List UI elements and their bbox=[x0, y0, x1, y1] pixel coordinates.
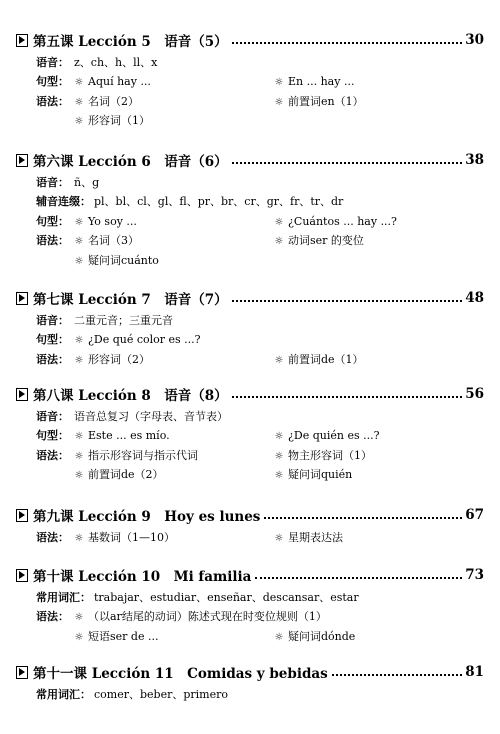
play-arrow-icon bbox=[16, 34, 28, 47]
play-arrow-icon bbox=[16, 509, 28, 522]
sun-bullet-icon: ☼ bbox=[274, 96, 284, 108]
dot-leader bbox=[232, 396, 463, 398]
topic-item bbox=[274, 350, 364, 370]
play-arrow-icon bbox=[16, 292, 28, 305]
topic-text: 短语ser de ... bbox=[88, 629, 159, 643]
row-text: pl、bl、cl、gl、fl、pr、br、cr、gr、fr、tr、dr bbox=[94, 195, 344, 209]
topic-text: 基数词（1—10） bbox=[88, 531, 175, 544]
detail-row bbox=[36, 173, 484, 192]
topic-text: 星期表达法 bbox=[288, 531, 343, 544]
dot-leader bbox=[232, 162, 463, 164]
lesson-entry[interactable] bbox=[16, 662, 484, 704]
detail-row bbox=[36, 426, 484, 445]
topic-text: 名词（3） bbox=[88, 234, 139, 248]
lesson-heading[interactable] bbox=[16, 505, 484, 525]
row-label: 辅音连缀： bbox=[36, 195, 91, 209]
topic-item bbox=[74, 528, 175, 548]
row-label: 句型： bbox=[36, 333, 69, 347]
topic-text: 名词（2） bbox=[88, 94, 139, 108]
lesson-heading[interactable] bbox=[16, 384, 484, 404]
lesson-details bbox=[36, 588, 484, 646]
topic-text: ¿Cuántos ... hay ...? bbox=[288, 214, 397, 228]
sun-bullet-icon: ☼ bbox=[74, 470, 84, 482]
lesson-heading[interactable] bbox=[16, 662, 484, 682]
lesson-details bbox=[36, 685, 484, 704]
topic-text: ¿De quién es ...? bbox=[288, 429, 380, 443]
sun-bullet-icon: ☼ bbox=[74, 216, 84, 228]
lesson-heading[interactable] bbox=[16, 150, 484, 170]
topic-item bbox=[74, 212, 137, 232]
play-arrow-icon bbox=[16, 388, 28, 401]
detail-row bbox=[36, 607, 484, 626]
page-number: 73 bbox=[465, 567, 484, 583]
topic-item bbox=[74, 607, 327, 627]
topic-item bbox=[74, 330, 201, 350]
row-label: 语法： bbox=[36, 234, 69, 248]
sun-bullet-icon: ☼ bbox=[74, 77, 84, 89]
page-number: 67 bbox=[465, 507, 484, 523]
topic-item bbox=[74, 350, 150, 370]
lesson-title: 第十课 Lección 10 Mi familia bbox=[33, 569, 252, 585]
sun-bullet-icon: ☼ bbox=[274, 354, 284, 366]
row-label: 语法： bbox=[36, 94, 69, 108]
sun-bullet-icon: ☼ bbox=[74, 450, 84, 462]
row-label: 语法： bbox=[36, 531, 69, 544]
sun-bullet-icon: ☼ bbox=[74, 116, 84, 128]
topic-item bbox=[74, 231, 139, 251]
row-text: z、ch、h、ll、x bbox=[74, 56, 158, 69]
topic-item bbox=[274, 627, 355, 647]
topic-text: Este ... es mío. bbox=[88, 429, 170, 443]
detail-row bbox=[36, 465, 484, 484]
row-text: trabajar、estudiar、enseñar、descansar、estar bbox=[94, 591, 359, 604]
detail-row bbox=[36, 212, 484, 231]
topic-item bbox=[274, 212, 397, 232]
sun-bullet-icon: ☼ bbox=[74, 354, 84, 366]
detail-row bbox=[36, 192, 484, 211]
sun-bullet-icon: ☼ bbox=[74, 255, 84, 267]
page-number: 81 bbox=[465, 664, 484, 680]
row-text: ñ、g bbox=[74, 176, 100, 189]
row-label: 句型： bbox=[36, 214, 69, 228]
lesson-title: 第六课 Lección 6 语音（6） bbox=[33, 154, 228, 170]
lesson-title: 第九课 Lección 9 Hoy es lunes bbox=[33, 509, 261, 525]
sun-bullet-icon: ☼ bbox=[274, 470, 284, 482]
sun-bullet-icon: ☼ bbox=[74, 612, 84, 624]
topic-item bbox=[274, 92, 364, 112]
row-label: 语法： bbox=[36, 610, 69, 624]
detail-row bbox=[36, 53, 484, 72]
row-label: 语法： bbox=[36, 352, 69, 366]
lesson-title: 第七课 Lección 7 语音（7） bbox=[33, 292, 228, 308]
detail-row bbox=[36, 350, 484, 369]
detail-row bbox=[36, 330, 484, 349]
dot-leader bbox=[232, 42, 463, 44]
play-arrow-icon bbox=[16, 666, 28, 679]
topic-item bbox=[74, 446, 198, 466]
topic-text: 动词ser 的变位 bbox=[288, 234, 364, 248]
sun-bullet-icon: ☼ bbox=[74, 431, 84, 443]
sun-bullet-icon: ☼ bbox=[74, 236, 84, 248]
topic-text: 疑问词dónde bbox=[288, 629, 356, 643]
detail-row bbox=[36, 627, 484, 646]
topic-text: Aquí hay ... bbox=[88, 75, 151, 89]
topic-text: 前置词en（1） bbox=[288, 94, 364, 108]
lesson-title: 第五课 Lección 5 语音（5） bbox=[33, 34, 228, 50]
row-label: 语音： bbox=[36, 314, 69, 327]
topic-item bbox=[74, 72, 151, 92]
topic-text: Yo soy ... bbox=[88, 214, 137, 228]
topic-text: 前置词de（2） bbox=[88, 468, 164, 482]
detail-row bbox=[36, 251, 484, 270]
detail-row bbox=[36, 111, 484, 130]
detail-row bbox=[36, 446, 484, 465]
topic-item bbox=[274, 528, 343, 548]
detail-row bbox=[36, 231, 484, 250]
topic-text: 形容词（2） bbox=[88, 352, 150, 366]
lesson-entry[interactable] bbox=[16, 150, 484, 270]
detail-row bbox=[36, 311, 484, 330]
detail-row bbox=[36, 528, 484, 547]
row-label: 语音： bbox=[36, 410, 69, 423]
page-number: 38 bbox=[465, 152, 484, 168]
sun-bullet-icon: ☼ bbox=[274, 216, 284, 228]
topic-item bbox=[74, 111, 150, 131]
lesson-entry[interactable] bbox=[16, 505, 484, 547]
page-number: 56 bbox=[465, 386, 484, 402]
detail-row bbox=[36, 685, 484, 704]
topic-text: 指示形容词与指示代词 bbox=[88, 448, 198, 462]
row-text: 语音总复习（字母表、音节表） bbox=[74, 410, 228, 423]
topic-text: 物主形容词（1） bbox=[288, 448, 372, 462]
sun-bullet-icon: ☼ bbox=[274, 450, 284, 462]
play-arrow-icon bbox=[16, 154, 28, 167]
lesson-entry[interactable] bbox=[16, 30, 484, 131]
dot-leader bbox=[332, 674, 462, 676]
detail-row bbox=[36, 588, 484, 607]
sun-bullet-icon: ☼ bbox=[274, 631, 284, 643]
sun-bullet-icon: ☼ bbox=[74, 335, 84, 347]
topic-item bbox=[74, 465, 164, 485]
lesson-title: 第八课 Lección 8 语音（8） bbox=[33, 388, 228, 404]
dot-leader bbox=[232, 300, 463, 302]
row-text: comer、beber、primero bbox=[94, 688, 228, 701]
page-number: 30 bbox=[465, 32, 484, 48]
sun-bullet-icon: ☼ bbox=[74, 96, 84, 108]
topic-text: 前置词de（1） bbox=[288, 352, 364, 366]
row-label: 常用词汇： bbox=[36, 591, 91, 604]
lesson-details bbox=[36, 407, 484, 485]
lesson-details bbox=[36, 311, 484, 369]
play-arrow-icon bbox=[16, 569, 28, 582]
sun-bullet-icon: ☼ bbox=[274, 77, 284, 89]
lesson-heading[interactable] bbox=[16, 288, 484, 308]
lesson-details bbox=[36, 173, 484, 270]
topic-item bbox=[274, 446, 372, 466]
lesson-entry[interactable] bbox=[16, 288, 484, 369]
sun-bullet-icon: ☼ bbox=[74, 533, 84, 544]
topic-item bbox=[74, 426, 170, 446]
dot-leader bbox=[264, 517, 462, 519]
lesson-details bbox=[36, 528, 484, 547]
topic-text: 形容词（1） bbox=[88, 114, 150, 128]
topic-item bbox=[74, 92, 139, 112]
lesson-entry[interactable] bbox=[16, 384, 484, 485]
lesson-title: 第十一课 Lección 11 Comidas y bebidas bbox=[33, 666, 328, 682]
row-label: 句型： bbox=[36, 75, 69, 89]
lesson-details bbox=[36, 53, 484, 131]
topic-item bbox=[274, 231, 364, 251]
topic-text: 疑问词cuánto bbox=[88, 253, 159, 267]
lesson-heading[interactable] bbox=[16, 565, 484, 585]
row-label: 常用词汇： bbox=[36, 688, 91, 701]
row-text: 二重元音；三重元音 bbox=[74, 314, 173, 327]
topic-item bbox=[274, 72, 354, 92]
sun-bullet-icon: ☼ bbox=[274, 236, 284, 248]
topic-item bbox=[74, 251, 159, 271]
row-label: 句型： bbox=[36, 429, 69, 443]
topic-item bbox=[274, 465, 352, 485]
detail-row bbox=[36, 407, 484, 426]
page-number: 48 bbox=[465, 290, 484, 306]
topic-text: （以ar结尾的动词）陈述式现在时变位规则（1） bbox=[88, 610, 327, 624]
sun-bullet-icon: ☼ bbox=[274, 431, 284, 443]
topic-text: En ... hay ... bbox=[288, 75, 355, 89]
row-label: 语法： bbox=[36, 448, 69, 462]
detail-row bbox=[36, 92, 484, 111]
lesson-entry[interactable] bbox=[16, 565, 484, 646]
lesson-heading[interactable] bbox=[16, 30, 484, 50]
sun-bullet-icon: ☼ bbox=[74, 631, 84, 643]
detail-row bbox=[36, 72, 484, 91]
row-label: 语音： bbox=[36, 56, 69, 69]
sun-bullet-icon: ☼ bbox=[274, 533, 284, 544]
topic-text: ¿De qué color es ...? bbox=[88, 333, 201, 347]
topic-item bbox=[274, 426, 380, 446]
dot-leader bbox=[255, 577, 462, 579]
row-label: 语音： bbox=[36, 176, 69, 189]
topic-text: 疑问词quién bbox=[288, 468, 353, 482]
topic-item bbox=[74, 627, 158, 647]
